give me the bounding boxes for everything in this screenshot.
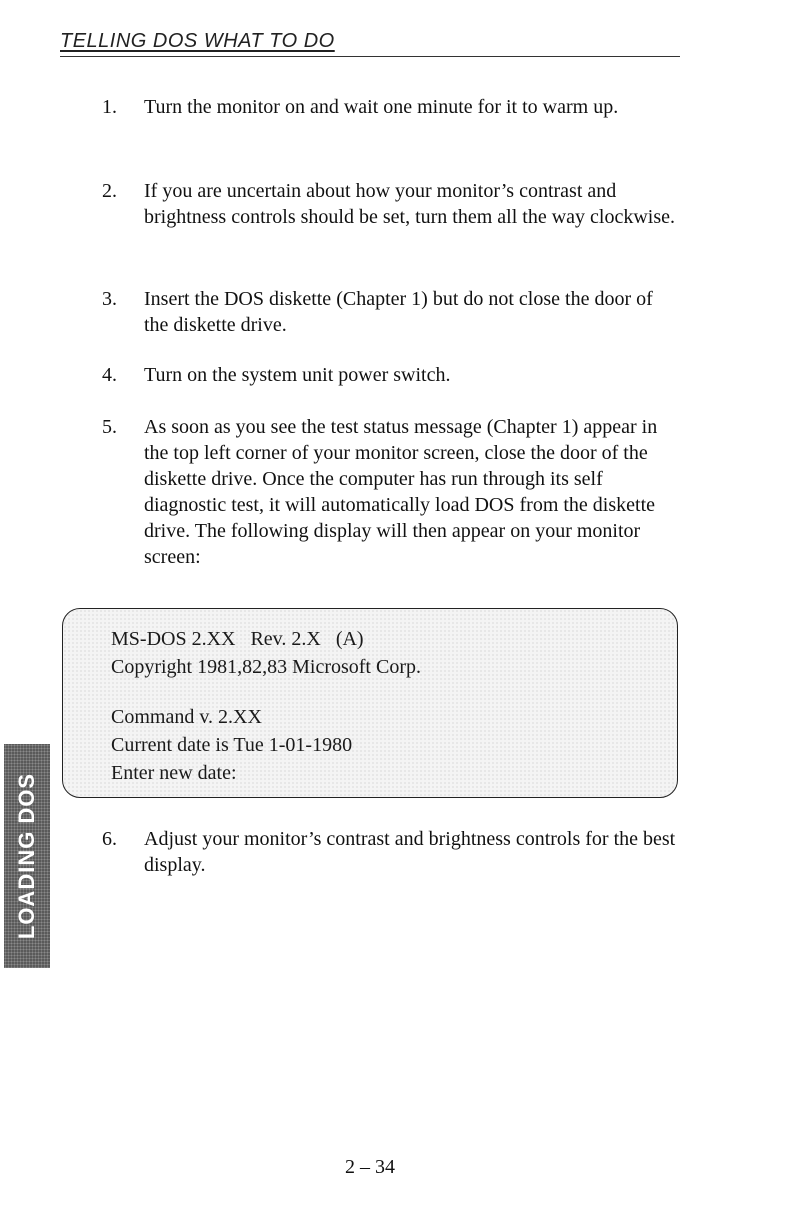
- page-number: 2 – 34: [345, 1156, 395, 1178]
- step-text: Insert the DOS diskette (Chapter 1) but do not close the door of the diskette drive.: [144, 288, 653, 336]
- step-item: [102, 826, 682, 878]
- step-number: 2.: [102, 180, 117, 202]
- screen-line: Copyright 1981,82,83 Microsoft Corp.: [111, 656, 421, 678]
- step-text: As soon as you see the test status message (Chapter 1) appear in the top left corner of your monitor screen, close the door of the diskette drive. Once the computer has run through its self diagnostic test, it will automatically load DOS from the diskette drive. The following display will then appear on your monitor screen:: [144, 416, 658, 568]
- screen-line: Enter new date:: [111, 762, 237, 784]
- running-title: TELLING DOS WHAT TO DO: [60, 30, 335, 52]
- step-text: Turn on the system unit power switch.: [144, 364, 451, 386]
- step-text: If you are uncertain about how your monitor’s contrast and brightness controls should be set, turn them all the way clockwise.: [144, 180, 676, 228]
- step-number: 1.: [102, 96, 117, 118]
- running-header: [60, 30, 680, 57]
- section-side-tab: [4, 744, 50, 968]
- step-item: [102, 178, 682, 230]
- step-number: 6.: [102, 828, 117, 850]
- monitor-screen-display: [62, 608, 678, 798]
- step-item: [102, 94, 682, 120]
- screen-line: Command v. 2.XX: [111, 706, 262, 728]
- step-text: Adjust your monitor’s contrast and brightness controls for the best display.: [144, 828, 676, 876]
- side-tab-label: LOADING DOS: [14, 772, 39, 940]
- step-number: 3.: [102, 288, 117, 310]
- step-item: [102, 362, 682, 388]
- step-text: Turn the monitor on and wait one minute for it to warm up.: [144, 96, 619, 118]
- step-item: [102, 286, 682, 338]
- screen-line: Current date is Tue 1-01-1980: [111, 734, 353, 756]
- step-number: 4.: [102, 364, 117, 386]
- screen-line: MS-DOS 2.XX Rev. 2.X (A): [111, 628, 364, 650]
- step-item: [102, 414, 682, 570]
- step-number: 5.: [102, 416, 117, 438]
